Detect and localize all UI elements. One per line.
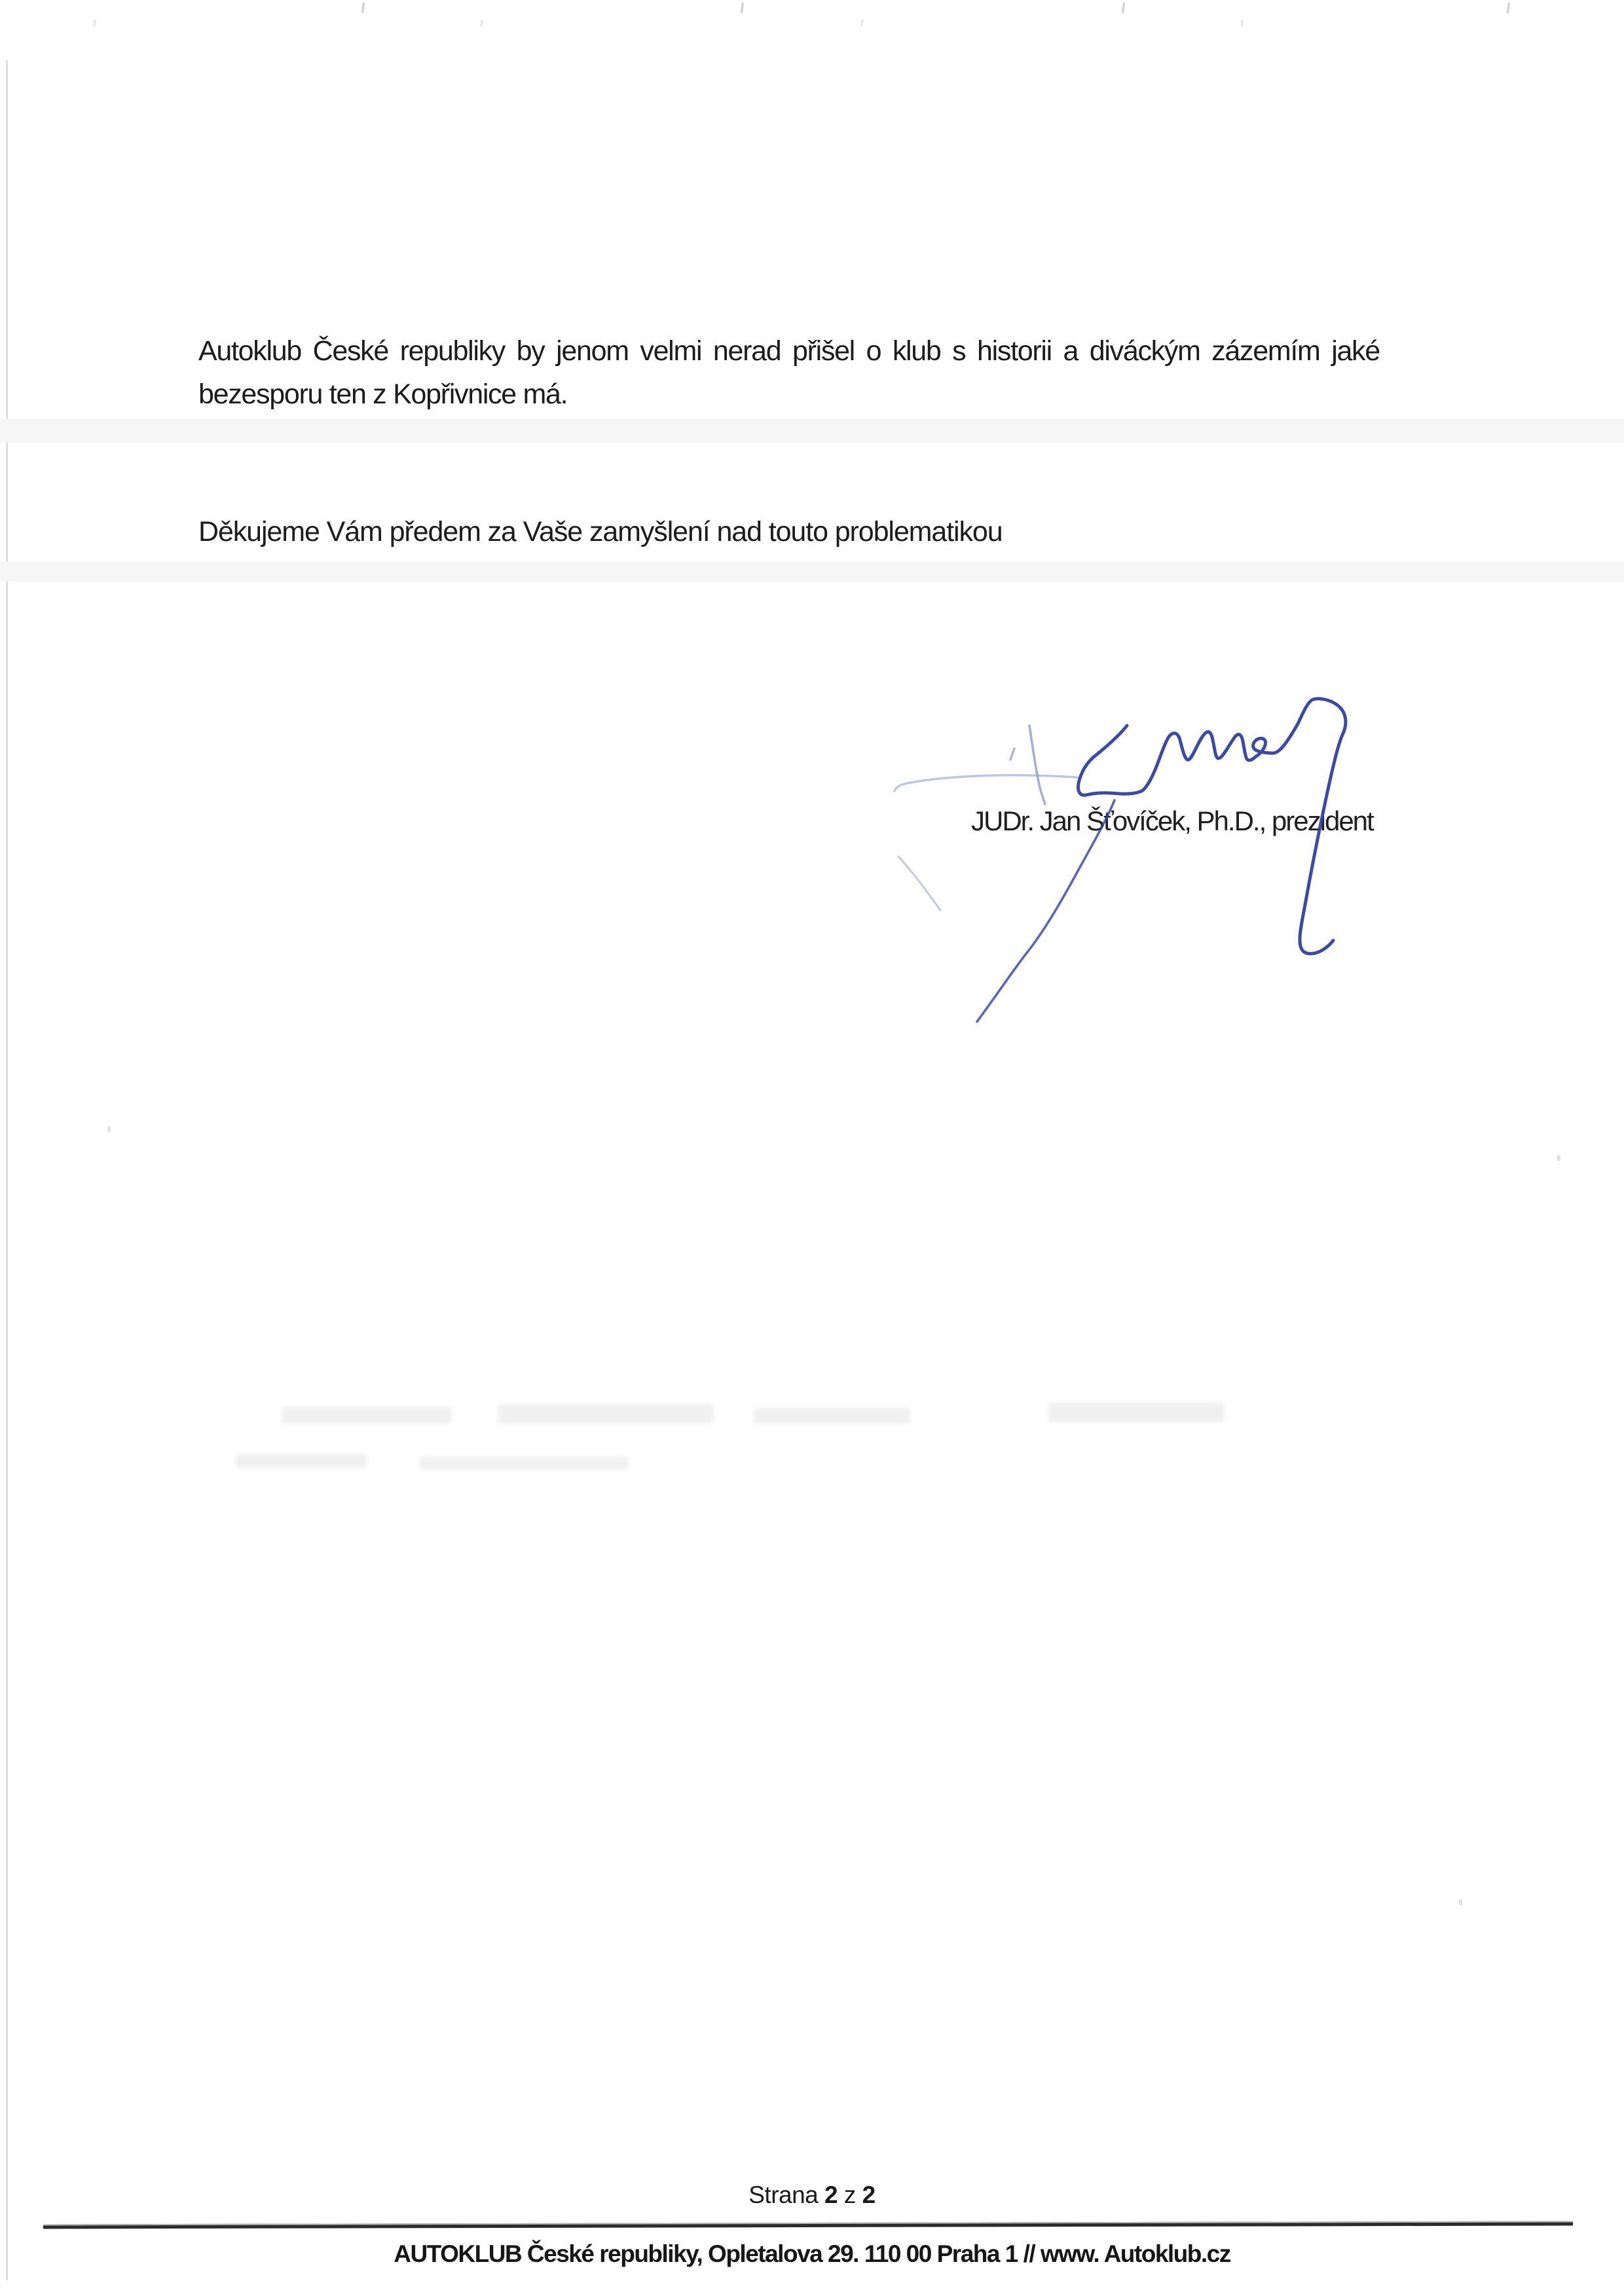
scan-artifact xyxy=(860,20,863,26)
scan-artifact xyxy=(1122,3,1125,13)
page-number-label: Strana xyxy=(748,2181,819,2208)
paragraph-1-line-2: bezesporu ten z Kopřivnice má. xyxy=(198,379,568,410)
signature-stray-stroke xyxy=(898,857,940,910)
scan-edge-shadow xyxy=(6,60,8,2280)
scan-band xyxy=(0,562,1624,582)
bleed-through-smudge xyxy=(753,1408,910,1424)
footer-rule xyxy=(43,2221,1573,2229)
signer-name-line: JUDr. Jan Šťovíček, Ph.D., prezident xyxy=(971,805,1373,836)
footer-org-line: AUTOKLUB České republiky, Opletalova 29. 110 00 Praha 1 // www. Autoklub.cz xyxy=(394,2240,1230,2267)
scan-artifact xyxy=(1507,3,1510,13)
bleed-through-smudge xyxy=(236,1454,367,1468)
scan-artifact xyxy=(480,20,483,26)
scan-artifact xyxy=(741,3,744,13)
page-number-current: 2 xyxy=(824,2181,838,2208)
bleed-through-smudge xyxy=(282,1407,452,1424)
page-number-separator: z xyxy=(843,2181,856,2208)
scan-artifact xyxy=(361,3,365,13)
signature-leadin-stroke xyxy=(895,775,1077,791)
scan-speck xyxy=(1557,1155,1560,1161)
bleed-through-smudge xyxy=(1048,1403,1225,1422)
scan-speck xyxy=(107,1126,111,1132)
paragraph-1 xyxy=(198,329,1460,416)
scan-speck xyxy=(1459,1899,1462,1905)
paragraph-2: Děkujeme Vám předem za Vaše zamyšlení nad touto problematikou xyxy=(198,516,1003,547)
signature-initial-stroke xyxy=(1029,726,1045,804)
page-number-line xyxy=(0,2181,1624,2209)
scan-artifact xyxy=(93,20,96,26)
bleed-through-smudge xyxy=(498,1404,714,1424)
signature-tick-stroke xyxy=(1010,749,1014,760)
signature-ink xyxy=(832,661,1395,1054)
page-number-total: 2 xyxy=(862,2181,876,2208)
scan-artifact xyxy=(1240,20,1243,26)
scan-band xyxy=(0,419,1624,443)
paragraph-1-line-1: Autoklub České republiky by jenom velmi nerad přišel o klub s historii a diváckým zázemím jaké xyxy=(198,335,1380,367)
bleed-through-smudge xyxy=(419,1456,629,1470)
